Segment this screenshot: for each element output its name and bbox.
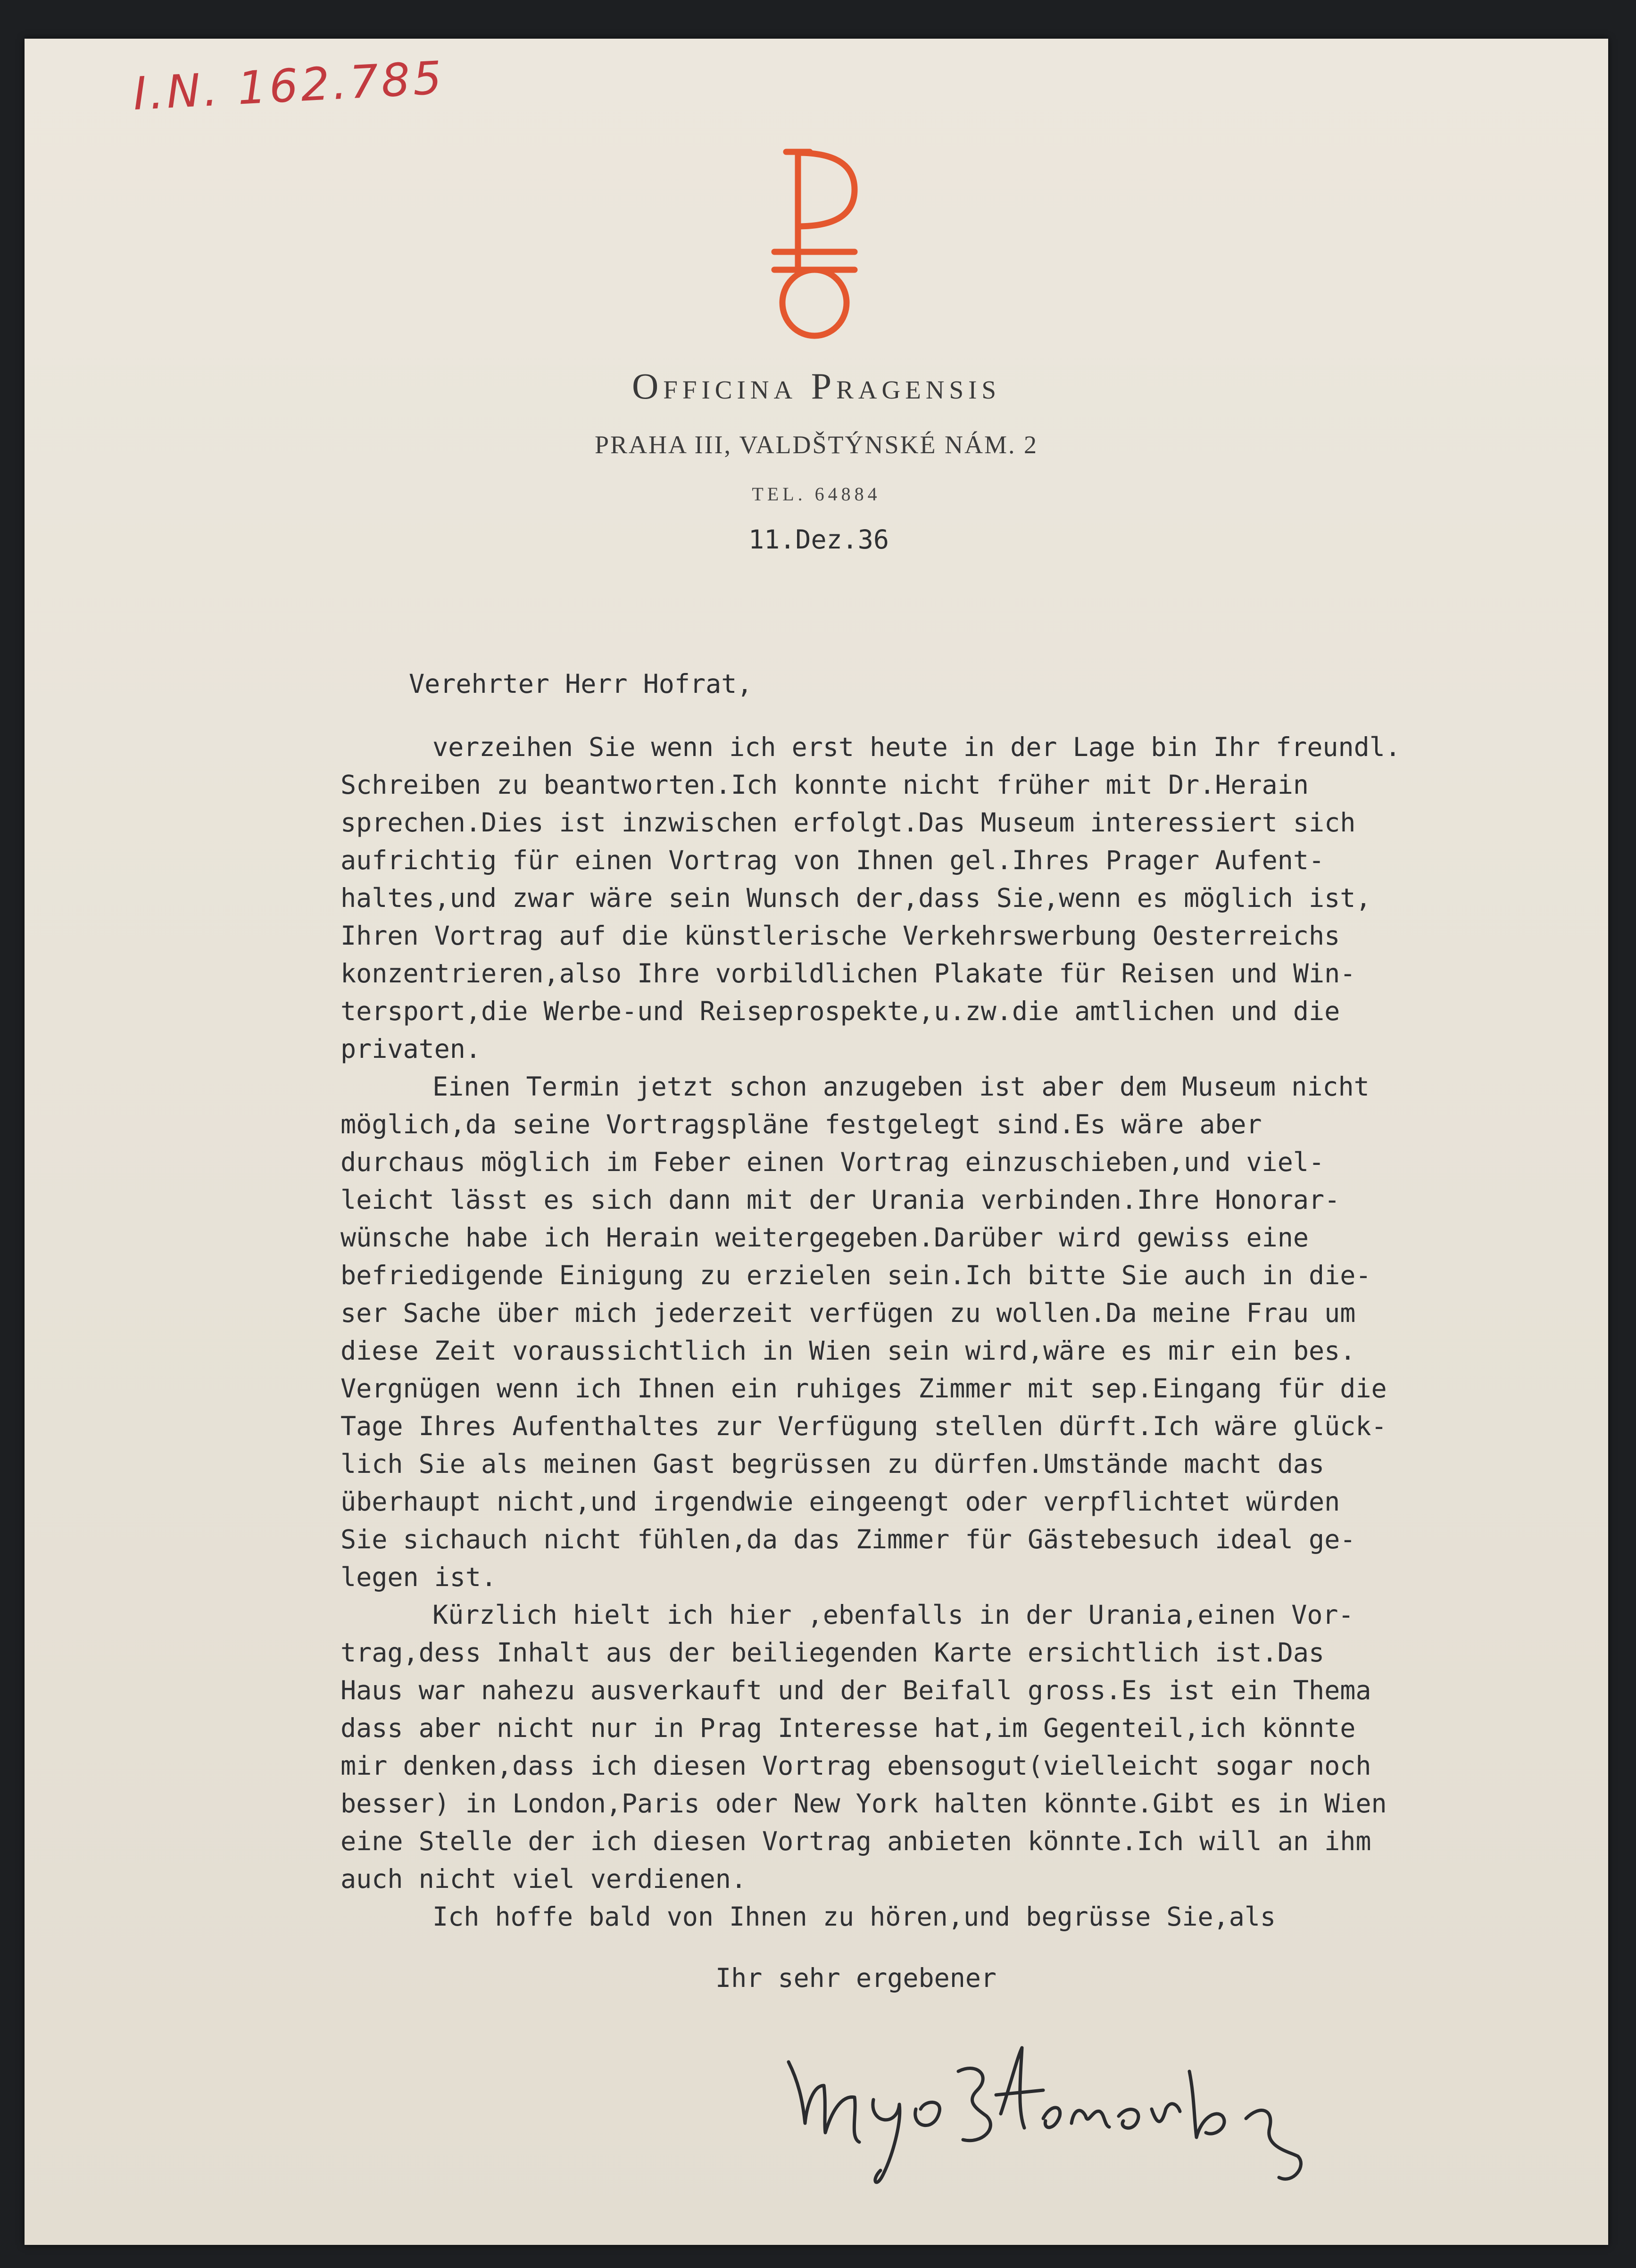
company-address: PRAHA III, VALDŠTÝNSKÉ NÁM. 2 xyxy=(594,431,1038,459)
body-line: besser) in London,Paris oder New York halten könnte.Gibt es in Wien xyxy=(340,1788,1387,1819)
letter-page xyxy=(25,39,1608,2245)
body-line: trag,dess Inhalt aus der beiliegenden Karte ersichtlich ist.Das xyxy=(340,1637,1325,1668)
body-line: verzeihen Sie wenn ich erst heute in der Lage bin Ihr freundl. xyxy=(432,732,1401,762)
body-line: leicht lässt es sich dann mit der Urania verbinden.Ihre Honorar- xyxy=(340,1185,1340,1215)
body-line: überhaupt nicht,und irgendwie eingeengt oder verpflichtet würden xyxy=(340,1487,1340,1517)
body-line: auch nicht viel verdienen. xyxy=(340,1864,747,1894)
body-line: Schreiben zu beantworten.Ich konnte nicht früher mit Dr.Herain xyxy=(340,770,1309,800)
body-line: wünsche habe ich Herain weitergegeben.Darüber wird gewiss eine xyxy=(340,1222,1309,1253)
body-line: Vergnügen wenn ich Ihnen ein ruhiges Zimmer mit sep.Eingang für die xyxy=(340,1373,1387,1404)
body-line: legen ist. xyxy=(340,1562,497,1592)
body-line: Kürzlich hielt ich hier ,ebenfalls in der Urania,einen Vor- xyxy=(432,1600,1354,1630)
body-line: durchaus möglich im Feber einen Vortrag einzuschieben,und viel- xyxy=(340,1147,1325,1177)
body-line: eine Stelle der ich diesen Vortrag anbieten könnte.Ich will an ihm xyxy=(340,1826,1371,1856)
body-line: sprechen.Dies ist inzwischen erfolgt.Das Museum interessiert sich xyxy=(340,807,1356,838)
archive-number: I.N. 162.785 xyxy=(132,51,446,121)
officina-pragensis-logo xyxy=(765,142,859,345)
body-line: befriedigende Einigung zu erzielen sein.Ich bitte Sie auch in die- xyxy=(340,1260,1371,1290)
body-line: haltes,und zwar wäre sein Wunsch der,dass Sie,wenn es möglich ist, xyxy=(340,883,1371,913)
salutation: Verehrter Herr Hofrat, xyxy=(409,669,753,699)
body-line: aufrichtig für einen Vortrag von Ihnen gel.Ihres Prager Aufent- xyxy=(340,845,1325,875)
body-line: Tage Ihres Aufenthaltes zur Verfügung stellen dürft.Ich wäre glück- xyxy=(340,1411,1387,1441)
body-line: privaten. xyxy=(340,1034,482,1064)
body-line: Einen Termin jetzt schon anzugeben ist aber dem Museum nicht xyxy=(432,1072,1370,1102)
handwritten-signature xyxy=(779,2015,1472,2213)
body-line: Haus war nahezu ausverkauft und der Beifall gross.Es ist ein Thema xyxy=(340,1675,1371,1705)
body-line: lich Sie als meinen Gast begrüssen zu dürfen.Umstände macht das xyxy=(340,1449,1325,1479)
body-line: diese Zeit voraussichtlich in Wien sein wird,wäre es mir ein bes. xyxy=(340,1336,1356,1366)
closing-phrase: Ihr sehr ergebener xyxy=(715,1963,997,1993)
body-line: tersport,die Werbe-und Reiseprospekte,u.zw.die amtlichen und die xyxy=(340,996,1340,1026)
body-line: dass aber nicht nur in Prag Interesse hat,im Gegenteil,ich könnte xyxy=(340,1713,1356,1743)
body-line: ser Sache über mich jederzeit verfügen zu wollen.Da meine Frau um xyxy=(340,1298,1356,1328)
letter-date: 11.Dez.36 xyxy=(748,524,889,555)
body-line: konzentrieren,also Ihre vorbildlichen Plakate für Reisen und Win- xyxy=(340,958,1356,989)
body-line: Ich hoffe bald von Ihnen zu hören,und begrüsse Sie,als xyxy=(432,1902,1276,1932)
body-line: möglich,da seine Vortragspläne festgelegt sind.Es wäre aber xyxy=(340,1109,1262,1139)
body-line: Sie sichauch nicht fühlen,da das Zimmer für Gästebesuch ideal ge- xyxy=(340,1524,1356,1554)
company-name: Officina Pragensis xyxy=(631,366,1001,407)
body-line: Ihren Vortrag auf die künstlerische Verkehrswerbung Oesterreichs xyxy=(340,921,1340,951)
company-phone: TEL. 64884 xyxy=(752,483,881,505)
body-line: mir denken,dass ich diesen Vortrag ebensogut(vielleicht sogar noch xyxy=(340,1751,1371,1781)
